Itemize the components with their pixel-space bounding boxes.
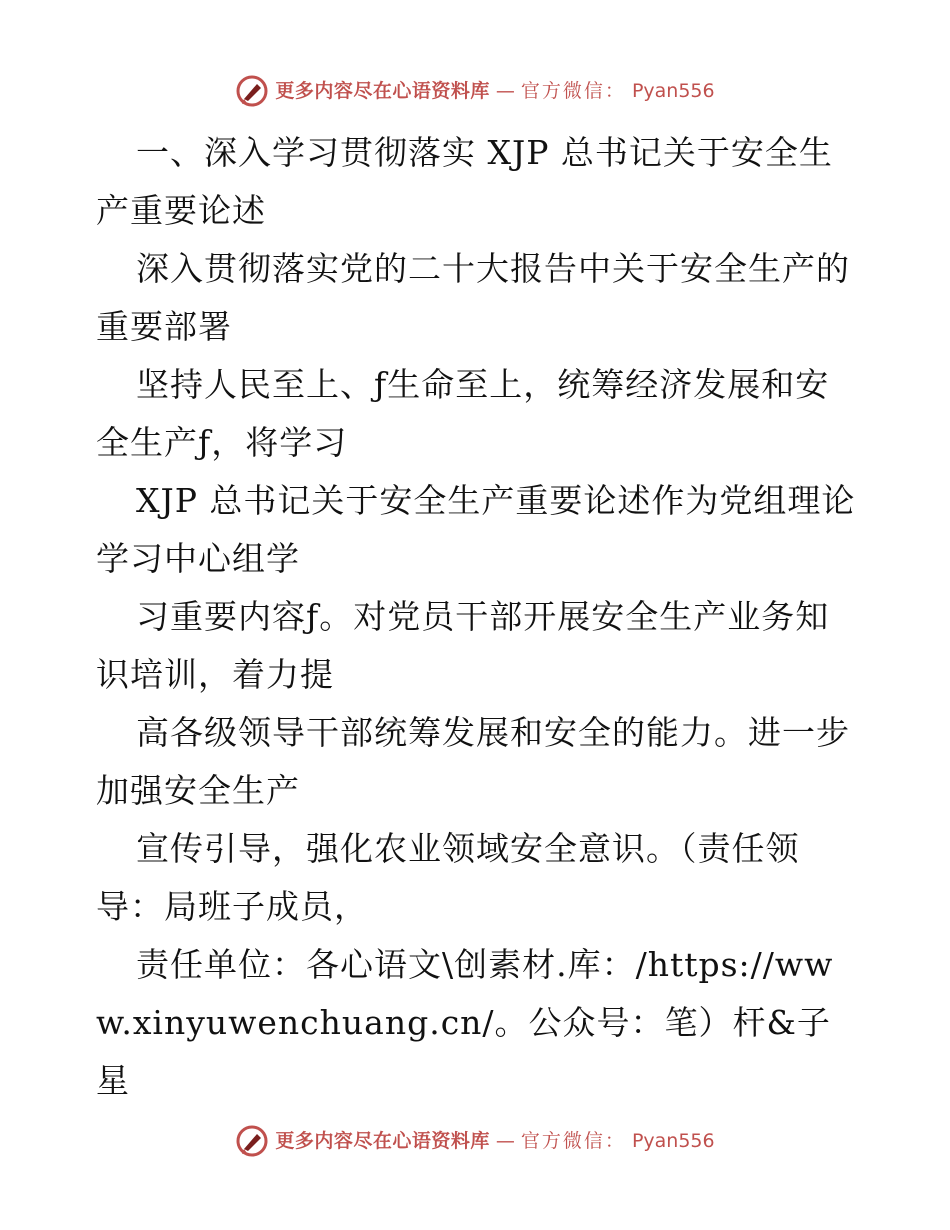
pen-nib-logo-icon [235, 1124, 269, 1158]
paragraph-1: 一、深入学习贯彻落实 XJP 总书记关于安全生产重要论述 [96, 133, 833, 230]
paragraph-4: XJP 总书记关于安全生产重要论述作为党组理论学习中心组学 [96, 481, 856, 578]
paragraph-3: 坚持人民至上、ƒ生命至上，统筹经济发展和安全生产ƒ，将学习 [96, 365, 830, 462]
document-body [96, 124, 856, 1110]
paragraph-6: 高各级领导干部统筹发展和安全的能力。进一步加强安全生产 [96, 713, 850, 810]
footer-banner [0, 1124, 950, 1158]
footer-slogan: 更多内容尽在心语资料库 [275, 1130, 490, 1152]
footer-wechat-label: 官方微信： [520, 1130, 626, 1152]
paragraph-2: 深入贯彻落实党的二十大报告中关于安全生产的重要部署 [96, 249, 850, 346]
paragraph-8: 责任单位：各心语文\创素材.库：/https://www.xinyuwenchuang.cn/。公众号：笔）杆&子星 [96, 945, 834, 1100]
footer-wechat-id: Pyan556 [631, 1130, 715, 1152]
header-wechat-label: 官方微信： [520, 80, 626, 102]
paragraph-5: 习重要内容ƒ。对党员干部开展安全生产业务知识培训，着力提 [96, 597, 830, 694]
footer-dash: — [495, 1130, 515, 1152]
header-banner [0, 74, 950, 108]
header-wechat-id: Pyan556 [631, 80, 715, 102]
pen-nib-logo-icon [235, 74, 269, 108]
header-slogan: 更多内容尽在心语资料库 [275, 80, 490, 102]
paragraph-7: 宣传引导，强化农业领域安全意识。（责任领导：局班子成员， [96, 829, 800, 926]
header-dash: — [495, 80, 515, 102]
